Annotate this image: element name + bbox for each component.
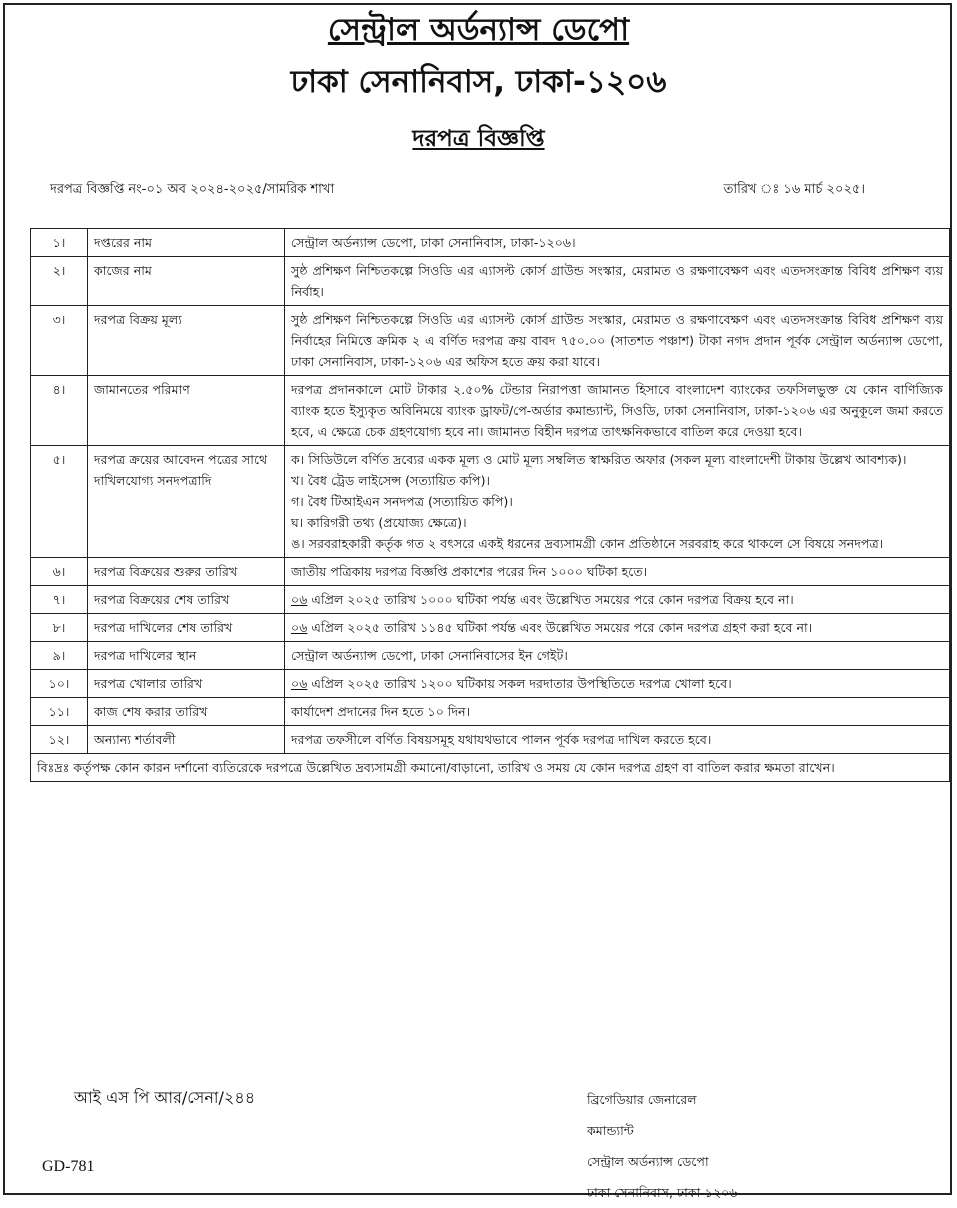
- note-row: [31, 754, 950, 782]
- row-description: [285, 670, 950, 698]
- title-line1: সেন্ট্রাল অর্ডন্যান্স ডেপো: [327, 12, 630, 48]
- sign-office: সেন্ট্রাল অর্ডন্যান্স ডেপো: [587, 1154, 709, 1169]
- row-item: দরপত্র বিক্রয়ের শুরুর তারিখ: [88, 558, 285, 586]
- description-text: দরপত্র তফসীলে বর্ণিত বিষয়সমূহ যথাযথভাবে পালন পূর্বক দরপত্র দাখিল করতে হবে।: [291, 732, 712, 747]
- date-day: ০৬: [291, 676, 308, 691]
- description-text: সুষ্ঠ প্রশিক্ষণ নিশ্চিতকল্পে সিওডি এর এ্যাসল্ট কোর্স গ্রাউন্ড সংস্কার, মেরামত ও রক্ষণাবেক্ষণ এবং এতদসংক্রান্ত বিবিধ প্রশিক্ষণ ব্যয় নির্বাহের নিমিত্তে ক্রমিক ২ এ বর্ণিত দরপত্র ক্রয় বাবদ ৭৫০.০০ (সাতশত পঞ্চাশ) টাকা নগদ প্রদান পূর্বক সেন্ট্রাল অর্ডন্যান্স ডেপো, ঢাকা সেনানিবাস, ঢাকা-১২০৬ এর অফিস হতে ক্রয় করা যাবে।: [291, 312, 943, 369]
- table-row: [31, 698, 950, 726]
- row-description: [285, 642, 950, 670]
- gd-code: GD-781: [42, 1158, 95, 1175]
- row-description: [285, 257, 950, 306]
- row-serial: ৬।: [31, 558, 88, 586]
- description-line: ঘ। কারিগরী তথ্য (প্রযোজ্য ক্ষেত্রে)।: [291, 515, 467, 530]
- row-item: কাজের নাম: [88, 257, 285, 306]
- sign-rank: ব্রিগেডিয়ার জেনারেল: [587, 1092, 697, 1107]
- notice-date: তারিখ ঃ ১৬ মার্চ ২০২৫।: [723, 182, 865, 197]
- row-serial: ৭।: [31, 586, 88, 614]
- table-row: [31, 614, 950, 642]
- row-item: দরপত্র দাখিলের শেষ তারিখ: [88, 614, 285, 642]
- table-row: [31, 446, 950, 558]
- tender-table: [30, 228, 950, 782]
- description-text: সুষ্ঠ প্রশিক্ষণ নিশ্চিতকল্পে সিওডি এর এ্যাসল্ট কোর্স গ্রাউন্ড সংস্কার, মেরামত ও রক্ষণাবেক্ষণ এবং এতদসংক্রান্ত বিবিধ প্রশিক্ষণ ব্যয় নির্বাহ।: [291, 263, 943, 299]
- table-row: [31, 306, 950, 376]
- table-row: [31, 229, 950, 257]
- description-text: সেন্ট্রাল অর্ডন্যান্স ডেপো, ঢাকা সেনানিবাস, ঢাকা-১২০৬।: [291, 235, 576, 250]
- table-row: [31, 376, 950, 446]
- description-line: ঙ। সরবরাহকারী কর্তৃক গত ২ বৎসরে একই ধরনের দ্রব্যসামগ্রী কোন প্রতিষ্ঠানে সরবরাহ করে থাকলে সে বিষয়ে সনদপত্র।: [291, 536, 884, 551]
- description-text: এপ্রিল ২০২৫ তারিখ ১২০০ ঘটিকায় সকল দরদাতার উপস্থিতিতে দরপত্র খোলা হবে।: [307, 676, 732, 691]
- description-line: গ। বৈধ টিআইএন সনদপত্র (সত্যায়িত কপি)।: [291, 494, 513, 509]
- table-row: [31, 257, 950, 306]
- signature-block: [587, 1084, 737, 1208]
- row-item: দরপত্র বিক্রয় মূল্য: [88, 306, 285, 376]
- description-line: খ। বৈধ ট্রেড লাইসেন্স (সত্যায়িত কপি)।: [291, 473, 490, 488]
- date-day: ০৬: [291, 592, 308, 607]
- row-description: [285, 446, 950, 558]
- row-item: দরপত্র বিক্রয়ের শেষ তারিখ: [88, 586, 285, 614]
- description-text: এপ্রিল ২০২৫ তারিখ ১০০০ ঘটিকা পর্যন্ত এবং উল্লেখিত সময়ের পরে কোন দরপত্র বিক্রয় হবে না।: [307, 592, 794, 607]
- table-row: [31, 670, 950, 698]
- row-description: [285, 586, 950, 614]
- row-description: [285, 726, 950, 754]
- table-row: [31, 642, 950, 670]
- description-text: জাতীয় পত্রিকায় দরপত্র বিজ্ঞপ্তি প্রকাশের পরের দিন ১০০০ ঘটিকা হতে।: [291, 564, 648, 579]
- row-serial: ৪।: [31, 376, 88, 446]
- row-description: [285, 558, 950, 586]
- row-description: [285, 376, 950, 446]
- row-item: দরপত্র দাখিলের স্থান: [88, 642, 285, 670]
- row-description: [285, 306, 950, 376]
- row-serial: ৯।: [31, 642, 88, 670]
- row-serial: ৮।: [31, 614, 88, 642]
- sign-address: ঢাকা সেনানিবাস, ঢাকা-১২০৬: [587, 1185, 738, 1200]
- table-row: [31, 558, 950, 586]
- title-line2: ঢাকা সেনানিবাস, ঢাকা-১২০৬: [290, 64, 667, 100]
- description-text: এপ্রিল ২০২৫ তারিখ ১১৪৫ ঘটিকা পর্যন্ত এবং উল্লেখিত সময়ের পরে কোন দরপত্র গ্রহণ করা হবে না।: [307, 620, 813, 635]
- row-serial: ১।: [31, 229, 88, 257]
- reference-number: দরপত্র বিজ্ঞপ্তি নং-০১ অব ২০২৪-২০২৫/সামরিক শাখা: [50, 182, 335, 197]
- row-serial: ৫।: [31, 446, 88, 558]
- table-row: [31, 726, 950, 754]
- description-line: ক। সিডিউলে বর্ণিত দ্রব্যের একক মূল্য ও মোট মূল্য সম্বলিত স্বাক্ষরিত অফার (সকল মূল্য বাংলাদেশী টাকায় উল্লেখ আবশ্যক)।: [291, 452, 907, 467]
- description-text: কার্যাদেশ প্রদানের দিন হতে ১০ দিন।: [291, 704, 471, 719]
- description-text: দরপত্র প্রদানকালে মোট টাকার ২.৫০% টেন্ডার নিরাপত্তা জামানত হিসাবে বাংলাদেশ ব্যাংকের তফসিলভুক্ত যে কোন বাণিজ্যিক ব্যাংক হতে ইস্যুকৃত অবিনিময়ে ব্যাংক ড্রাফট/পে-অর্ডার কমান্ড্যান্ট, সিওডি, ঢাকা সেনানিবাস, ঢাকা-১২০৬ এর অনুকূলে জমা করতে হবে, এ ক্ষেত্রে চেক গ্রহণযোগ্য হবে না। জামানত বিহীন দরপত্র তাৎক্ষনিকভাবে বাতিল করে দেওয়া হবে।: [291, 382, 943, 439]
- row-description: [285, 614, 950, 642]
- description-text: সেন্ট্রাল অর্ডন্যান্স ডেপো, ঢাকা সেনানিবাসের ইন গেইট।: [291, 648, 568, 663]
- row-description: [285, 229, 950, 257]
- row-item: কাজ শেষ করার তারিখ: [88, 698, 285, 726]
- note-text: বিঃদ্রঃ কর্তৃপক্ষ কোন কারন দর্শানো ব্যতিরেকে দরপত্রে উল্লেখিত দ্রব্যসামগ্রী কমানো/বাড়ানো, তারিখ ও সময় যে কোন দরপত্র গ্রহণ বা বাতিল করার ক্ষমতা রাখেন।: [31, 754, 950, 782]
- row-description: [285, 698, 950, 726]
- row-serial: ১০।: [31, 670, 88, 698]
- row-item: দরপত্র ক্রয়ের আবেদন পত্রের সাথে দাখিলযোগ্য সনদপত্রাদি: [88, 446, 285, 558]
- date-day: ০৬: [291, 620, 308, 635]
- row-item: দরপত্র খোলার তারিখ: [88, 670, 285, 698]
- notice-title: দরপত্র বিজ্ঞপ্তি: [412, 126, 545, 152]
- row-item: দপ্তরের নাম: [88, 229, 285, 257]
- ispr-reference: আই এস পি আর/সেনা/২৪৪: [74, 1088, 256, 1107]
- row-serial: ২।: [31, 257, 88, 306]
- row-serial: ১২।: [31, 726, 88, 754]
- row-serial: ১১।: [31, 698, 88, 726]
- row-serial: ৩।: [31, 306, 88, 376]
- row-item: অন্যান্য শর্তাবলী: [88, 726, 285, 754]
- sign-designation: কমান্ড্যান্ট: [587, 1123, 634, 1138]
- table-row: [31, 586, 950, 614]
- row-item: জামানতের পরিমাণ: [88, 376, 285, 446]
